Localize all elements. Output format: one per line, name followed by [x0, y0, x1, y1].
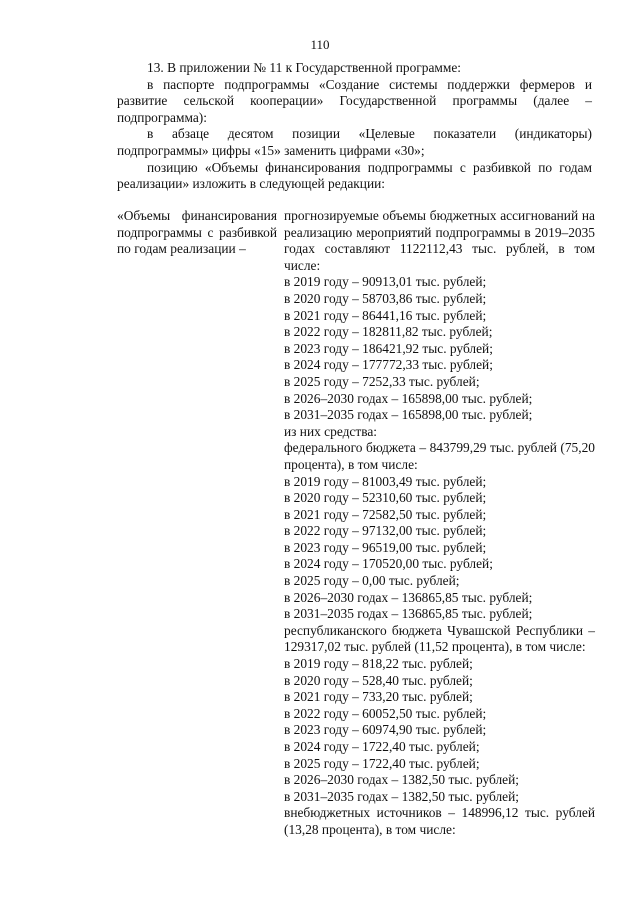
intro-text: [117, 60, 592, 193]
republic-year-line: в 2022 году – 60052,50 тыс. рублей;: [284, 705, 487, 721]
paragraph-ten-change: в абзаце десятом позиции «Целевые показатели (индикаторы) подпрограммы» цифры «15» заменить цифрами «30»;: [117, 126, 592, 158]
republic-year-line: в 2031–2035 годах – 1382,50 тыс. рублей;: [284, 788, 519, 804]
republic-year-line: в 2026–2030 годах – 1382,50 тыс. рублей;: [284, 772, 519, 788]
financing-label: [117, 208, 277, 258]
total-year-line: в 2026–2030 годах – 165898,00 тыс. рублей;: [284, 390, 533, 406]
republic-year-line: в 2019 году – 818,22 тыс. рублей;: [284, 656, 473, 672]
passport-paragraph: в паспорте подпрограммы «Создание системы поддержки фермеров и развитие сельской кооперации» Государственной программы (далее – подпрограмма):: [117, 76, 592, 125]
republic-year-line: в 2025 году – 1722,40 тыс. рублей;: [284, 755, 480, 771]
total-year-line: в 2020 году – 58703,86 тыс. рублей;: [284, 290, 487, 306]
federal-year-line: в 2019 году – 81003,49 тыс. рублей;: [284, 473, 487, 489]
of-which-label: из них средства:: [284, 423, 378, 439]
total-year-line: в 2031–2035 годах – 165898,00 тыс. рублей;: [284, 407, 533, 423]
federal-intro: федерального бюджета – 843799,29 тыс. рублей (75,20 процента), в том числе:: [284, 440, 595, 472]
total-year-line: в 2023 году – 186421,92 тыс. рублей;: [284, 340, 493, 356]
total-year-line: в 2024 году – 177772,33 тыс. рублей;: [284, 357, 493, 373]
financing-label-text: «Объемы финансирования подпрограммы с разбивкой по годам реализации: [117, 208, 277, 257]
federal-year-line: в 2026–2030 годах – 136865,85 тыс. рублей;: [284, 589, 533, 605]
federal-year-line: в 2023 году – 96519,00 тыс. рублей;: [284, 539, 487, 555]
financing-values: [284, 208, 595, 839]
total-year-line: в 2021 году – 86441,16 тыс. рублей;: [284, 307, 487, 323]
total-year-line: в 2019 году – 90913,01 тыс. рублей;: [284, 274, 487, 290]
item-heading: 13. В приложении № 11 к Государственной программе:: [147, 60, 462, 75]
republic-intro: республиканского бюджета Чувашской Республики – 129317,02 тыс. рублей (11,52 процента), в том числе:: [284, 622, 595, 655]
federal-year-line: в 2022 году – 97132,00 тыс. рублей;: [284, 523, 487, 539]
extra-budgetary-intro: внебюджетных источников – 148996,12 тыс. рублей (13,28 процента), в том числе:: [284, 805, 595, 837]
republic-year-line: в 2020 году – 528,40 тыс. рублей;: [284, 672, 473, 688]
republic-year-line: в 2024 году – 1722,40 тыс. рублей;: [284, 739, 480, 754]
label-dash: –: [239, 241, 246, 257]
total-year-line: в 2022 году – 182811,82 тыс. рублей;: [284, 324, 493, 340]
total-year-line: в 2025 году – 7252,33 тыс. рублей;: [284, 373, 480, 389]
federal-year-line: в 2020 году – 52310,60 тыс. рублей;: [284, 490, 487, 506]
federal-year-line: в 2021 году – 72582,50 тыс. рублей;: [284, 506, 487, 522]
total-intro: прогнозируемые объемы бюджетных ассигнований на реализацию мероприятий подпрограммы в 2019–2035 годах составляют 1122112,43 тыс. рублей, в том числе:: [284, 208, 595, 273]
federal-year-line: в 2025 году – 0,00 тыс. рублей;: [284, 573, 460, 589]
page-number: 110: [310, 37, 330, 52]
republic-year-line: в 2023 году – 60974,90 тыс. рублей;: [284, 722, 487, 738]
federal-year-line: в 2024 году – 170520,00 тыс. рублей;: [284, 556, 493, 572]
position-change: позицию «Объемы финансирования подпрограммы с разбивкой по годам реализации» изложить в следующей редакции:: [117, 159, 592, 192]
federal-year-line: в 2031–2035 годах – 136865,85 тыс. рублей;: [284, 606, 533, 622]
republic-year-line: в 2021 году – 733,20 тыс. рублей;: [284, 689, 473, 705]
